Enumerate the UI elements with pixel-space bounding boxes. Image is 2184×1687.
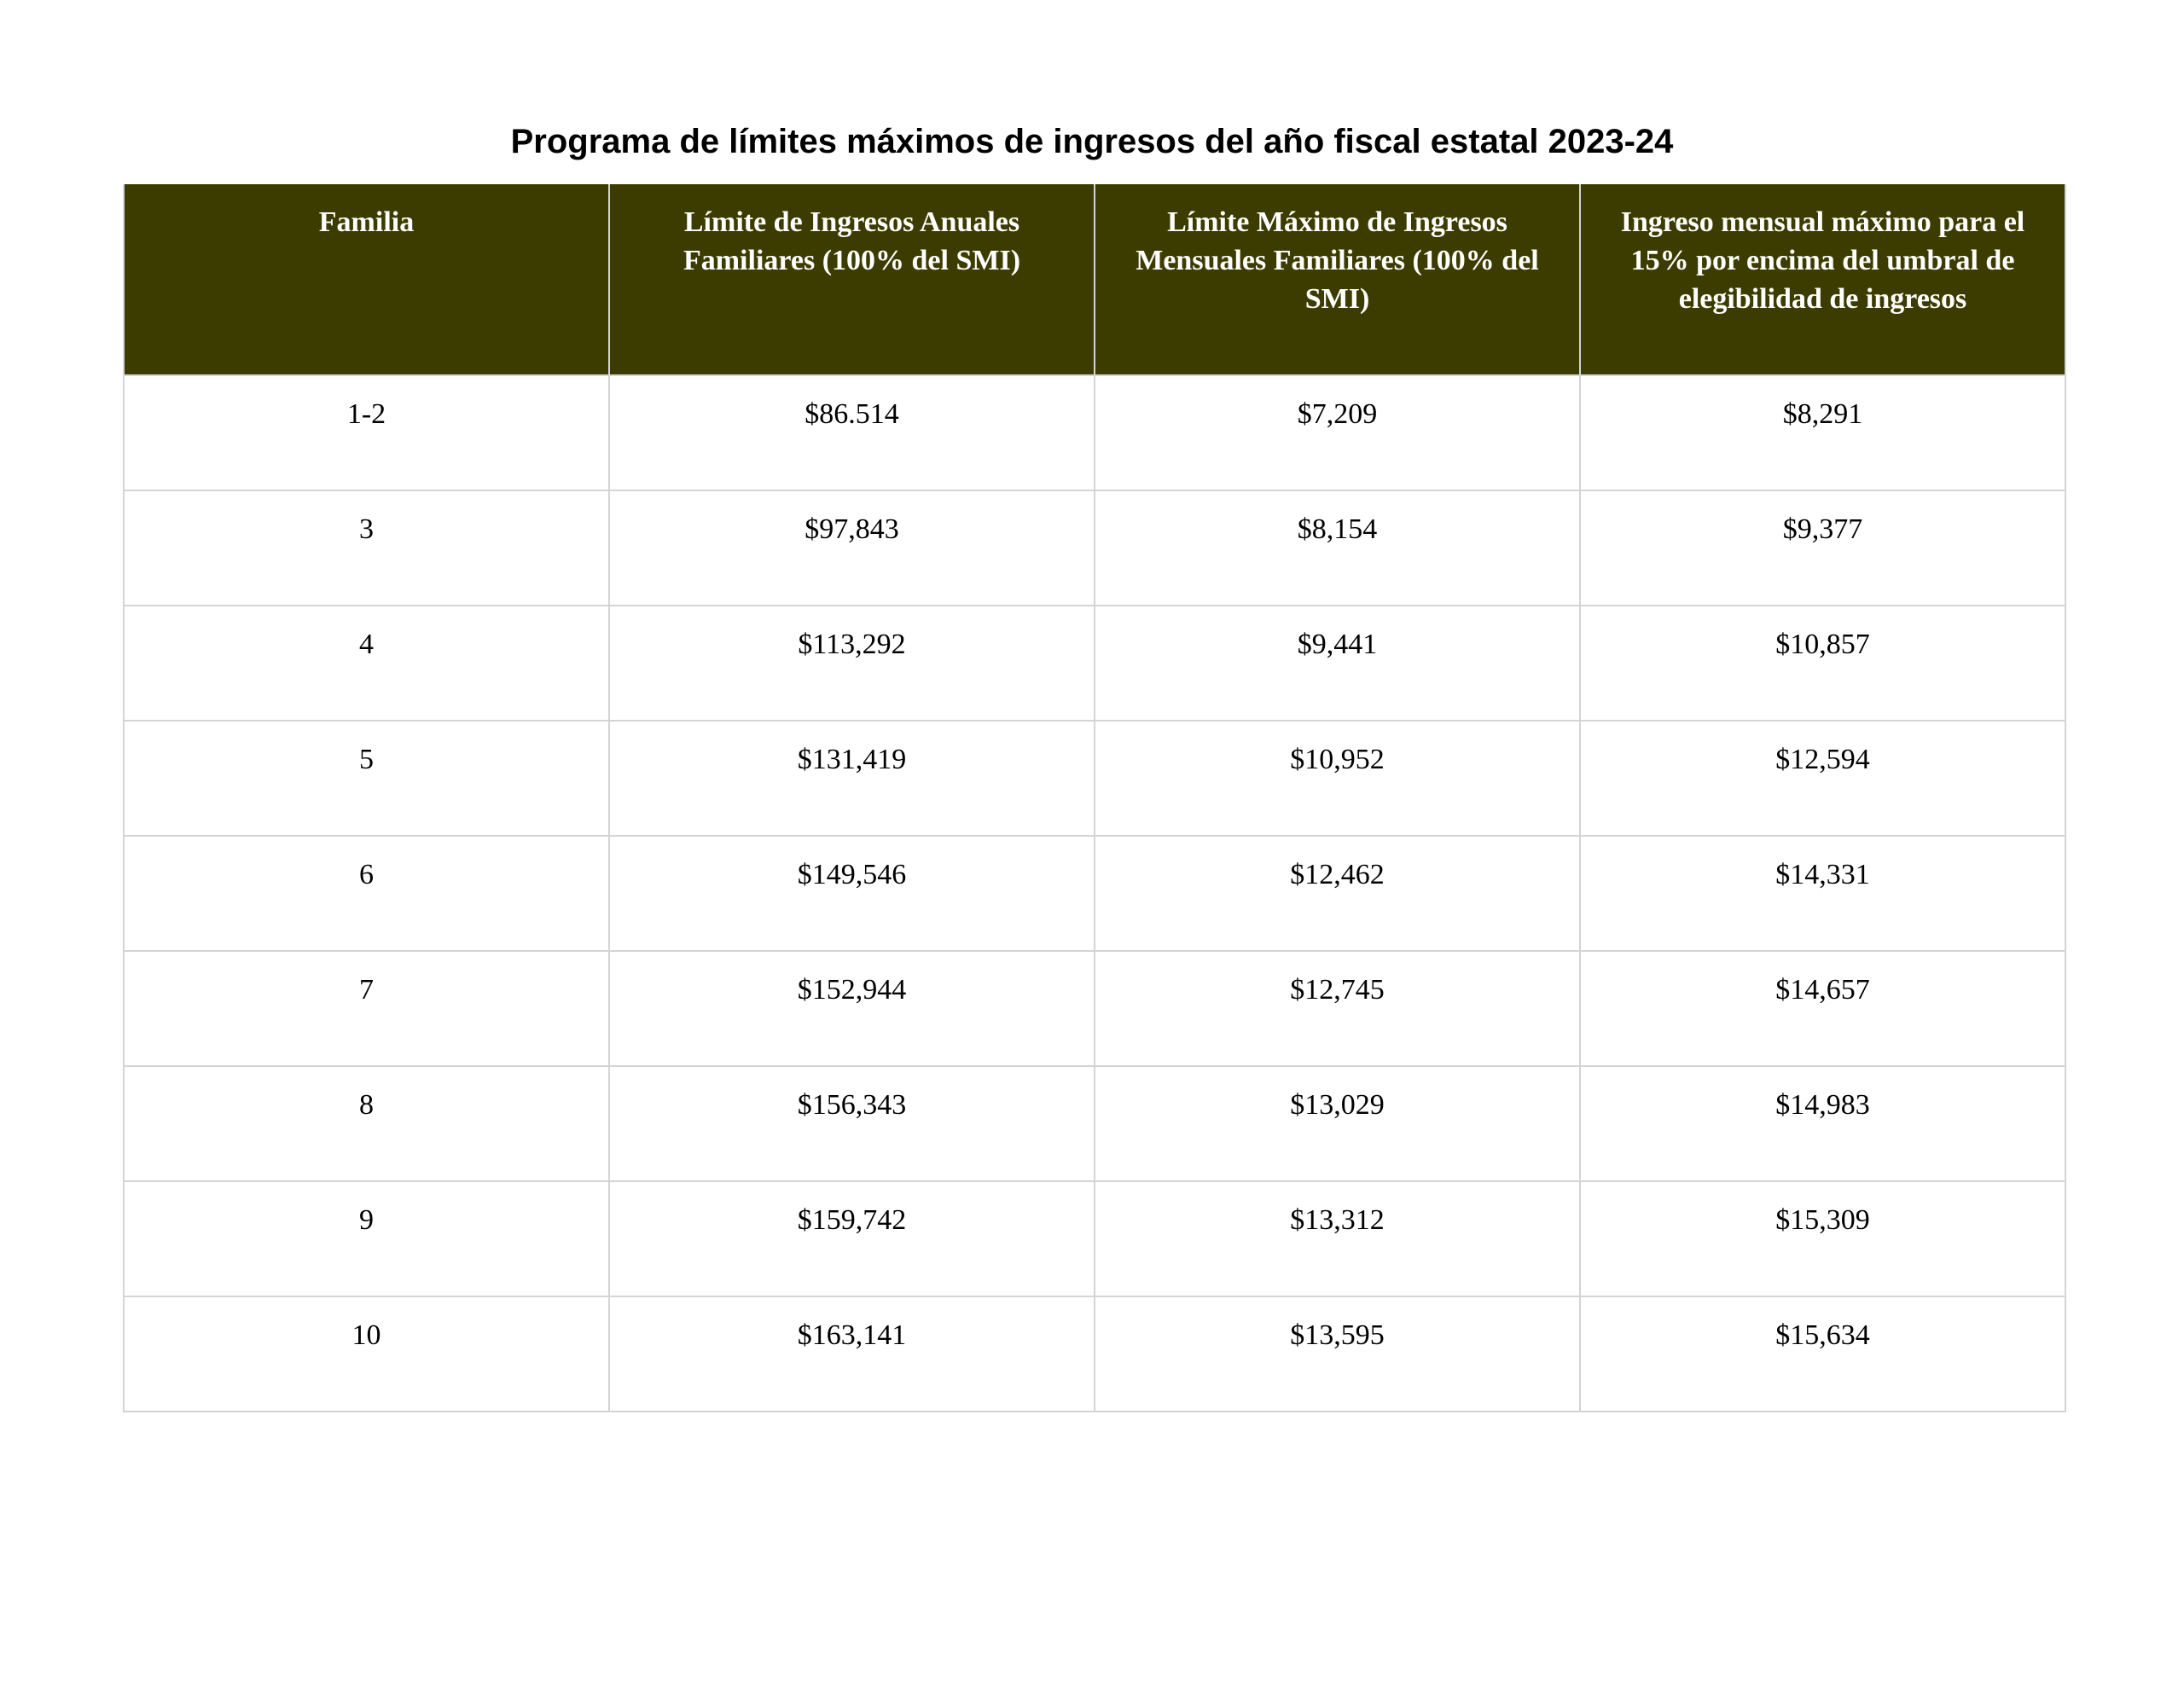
table-body xyxy=(124,375,2065,1412)
monthly-15-percent-cell: $10,857 xyxy=(1580,606,2065,721)
column-header-monthly-15-percent: Ingreso mensual máximo para el 15% por encima del umbral de elegibilidad de ingresos xyxy=(1580,184,2065,375)
table-row xyxy=(124,1296,2065,1412)
monthly-15-percent-cell: $15,634 xyxy=(1580,1296,2065,1412)
table-row xyxy=(124,721,2065,836)
annual-limit-cell: $113,292 xyxy=(609,606,1095,721)
income-limits-table xyxy=(123,184,2066,1412)
annual-limit-cell: $152,944 xyxy=(609,951,1095,1066)
monthly-15-percent-cell: $8,291 xyxy=(1580,375,2065,490)
monthly-limit-cell: $8,154 xyxy=(1095,490,1580,606)
table-row xyxy=(124,375,2065,490)
family-size-cell: 7 xyxy=(124,951,609,1066)
table-row xyxy=(124,490,2065,606)
annual-limit-cell: $156,343 xyxy=(609,1066,1095,1181)
monthly-limit-cell: $13,595 xyxy=(1095,1296,1580,1412)
table-row xyxy=(124,1066,2065,1181)
annual-limit-cell: $163,141 xyxy=(609,1296,1095,1412)
monthly-15-percent-cell: $14,983 xyxy=(1580,1066,2065,1181)
monthly-15-percent-cell: $12,594 xyxy=(1580,721,2065,836)
monthly-15-percent-cell: $14,331 xyxy=(1580,836,2065,951)
family-size-cell: 10 xyxy=(124,1296,609,1412)
family-size-cell: 3 xyxy=(124,490,609,606)
table-row xyxy=(124,951,2065,1066)
family-size-cell: 4 xyxy=(124,606,609,721)
monthly-limit-cell: $9,441 xyxy=(1095,606,1580,721)
annual-limit-cell: $86.514 xyxy=(609,375,1095,490)
annual-limit-cell: $131,419 xyxy=(609,721,1095,836)
table-row xyxy=(124,836,2065,951)
monthly-limit-cell: $12,462 xyxy=(1095,836,1580,951)
monthly-15-percent-cell: $15,309 xyxy=(1580,1181,2065,1296)
family-size-cell: 6 xyxy=(124,836,609,951)
monthly-limit-cell: $7,209 xyxy=(1095,375,1580,490)
monthly-limit-cell: $10,952 xyxy=(1095,721,1580,836)
monthly-limit-cell: $13,312 xyxy=(1095,1181,1580,1296)
monthly-15-percent-cell: $9,377 xyxy=(1580,490,2065,606)
column-header-monthly-limit: Límite Máximo de Ingresos Mensuales Familiares (100% del SMI) xyxy=(1095,184,1580,375)
annual-limit-cell: $149,546 xyxy=(609,836,1095,951)
table-header xyxy=(124,184,2065,375)
family-size-cell: 8 xyxy=(124,1066,609,1181)
monthly-limit-cell: $13,029 xyxy=(1095,1066,1580,1181)
table-row xyxy=(124,606,2065,721)
annual-limit-cell: $159,742 xyxy=(609,1181,1095,1296)
monthly-15-percent-cell: $14,657 xyxy=(1580,951,2065,1066)
header-row xyxy=(124,184,2065,375)
family-size-cell: 5 xyxy=(124,721,609,836)
monthly-limit-cell: $12,745 xyxy=(1095,951,1580,1066)
column-header-family: Familia xyxy=(124,184,609,375)
page-title: Programa de límites máximos de ingresos del año fiscal estatal 2023-24 xyxy=(510,123,1674,160)
annual-limit-cell: $97,843 xyxy=(609,490,1095,606)
table-row xyxy=(124,1181,2065,1296)
family-size-cell: 1-2 xyxy=(124,375,609,490)
family-size-cell: 9 xyxy=(124,1181,609,1296)
column-header-annual-limit: Límite de Ingresos Anuales Familiares (100% del SMI) xyxy=(609,184,1095,375)
